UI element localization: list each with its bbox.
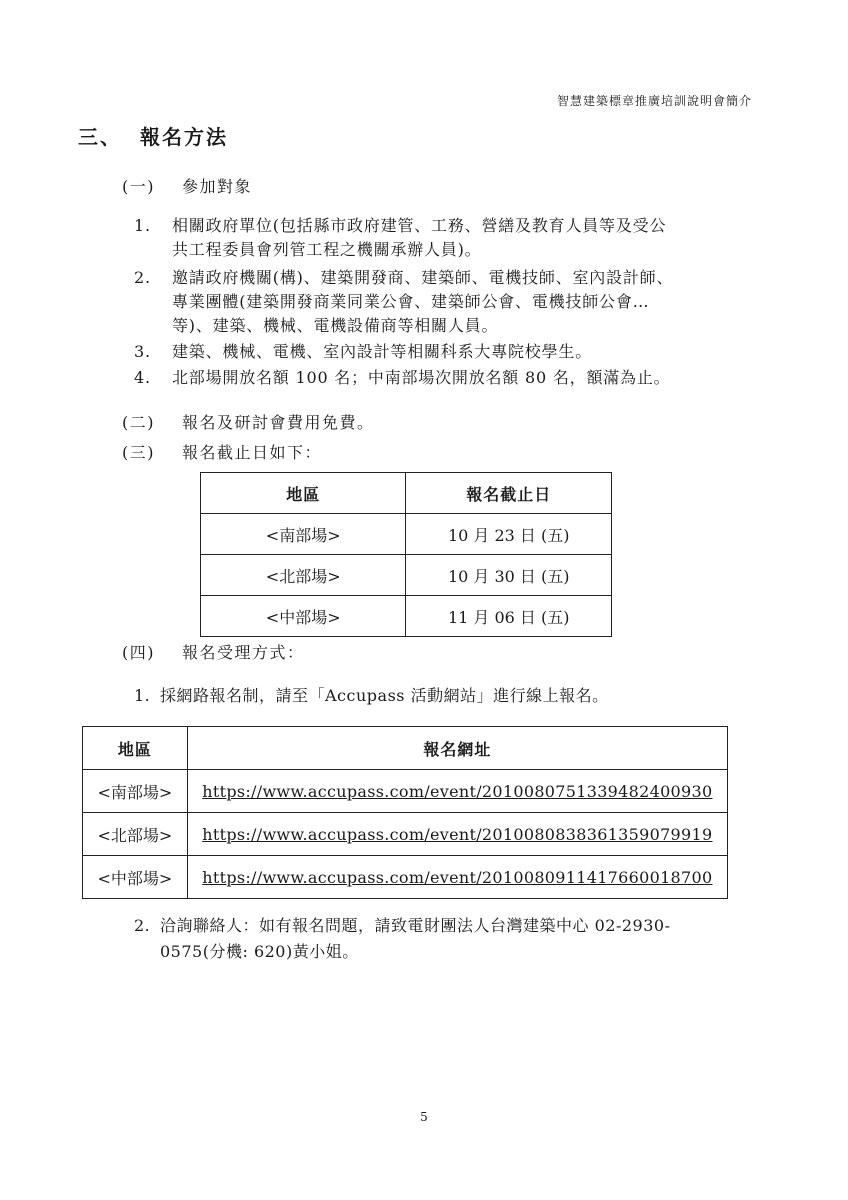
- part3-text: 報名截止日如下：: [182, 443, 323, 462]
- part4-heading: [122, 640, 305, 663]
- item-line: 共工程委員會列管工程之機關承辦人員)。: [172, 240, 482, 259]
- registration-link[interactable]: https://www.accupass.com/event/2010080751339482400930: [202, 781, 713, 801]
- item-line: 專業團體(建築開發商業同業公會、建築師公會、電機技師公會…: [172, 292, 650, 311]
- table-row: [83, 856, 728, 899]
- header-cell: 報名截止日: [406, 473, 612, 514]
- deadline-cell: 10 月 30 日 (五): [406, 555, 612, 596]
- deadline-cell: 11 月 06 日 (五): [406, 596, 612, 637]
- table-row: [201, 555, 612, 596]
- running-header: 智慧建築標章推廣培訓說明會簡介: [556, 94, 752, 108]
- header-cell: 地區: [201, 473, 406, 514]
- item-number: 3.: [134, 342, 151, 361]
- item-line: 相關政府單位(包括縣市政府建管、工務、營繕及教育人員等及受公: [172, 216, 667, 235]
- registration-url-table: [82, 726, 728, 899]
- item-number: 1.: [134, 686, 151, 705]
- part4-text: 報名受理方式：: [182, 643, 305, 662]
- table-row: [201, 514, 612, 555]
- item-line: 邀請政府機關(構)、建築開發商、建築師、電機技師、室內設計師、: [172, 268, 674, 287]
- part4-label: (四): [122, 643, 155, 662]
- registration-link[interactable]: https://www.accupass.com/event/2010080838361359079919: [202, 824, 713, 844]
- part1-title: 參加對象: [182, 177, 253, 196]
- part1-heading: [122, 174, 252, 197]
- item-line: 洽詢聯絡人：如有報名問題，請致電財團法人台灣建築中心 02-2930-: [160, 916, 671, 935]
- table-header-row: [201, 473, 612, 514]
- region-cell: <北部場>: [201, 555, 406, 596]
- part3-label: (三): [122, 443, 155, 462]
- part2-label: (二): [122, 413, 155, 432]
- part1-label: (一): [122, 177, 155, 196]
- registration-link[interactable]: https://www.accupass.com/event/2010080911417660018700: [202, 867, 713, 887]
- part2-heading: [122, 410, 375, 433]
- region-cell: <南部場>: [201, 514, 406, 555]
- deadline-cell: 10 月 23 日 (五): [406, 514, 612, 555]
- header-cell: 報名網址: [187, 727, 727, 770]
- section-title: 報名方法: [140, 125, 228, 149]
- section-heading: [78, 121, 228, 150]
- url-cell: [187, 770, 727, 813]
- item-number: 4.: [134, 368, 151, 387]
- table-row: [83, 813, 728, 856]
- item-line: 北部場開放名額 100 名；中南部場次開放名額 80 名，額滿為止。: [172, 368, 671, 387]
- item-number: 2.: [134, 916, 151, 935]
- part2-text: 報名及研討會費用免費。: [182, 413, 375, 432]
- section-number: 三、: [78, 125, 122, 149]
- item-line: 等)、建築、機械、電機設備商等相關人員。: [172, 316, 499, 335]
- header-cell: 地區: [83, 727, 188, 770]
- item-line: 建築、機械、電機、室內設計等相關科系大專院校學生。: [172, 342, 593, 361]
- table-header-row: [83, 727, 728, 770]
- region-cell: <北部場>: [83, 813, 188, 856]
- table-row: [201, 596, 612, 637]
- page-number: 5: [420, 1110, 428, 1124]
- deadline-table: [200, 472, 612, 637]
- url-cell: [187, 813, 727, 856]
- item-line: 採網路報名制，請至「Accupass 活動網站」進行線上報名。: [160, 686, 609, 705]
- region-cell: <中部場>: [83, 856, 188, 899]
- url-cell: [187, 856, 727, 899]
- region-cell: <中部場>: [201, 596, 406, 637]
- part3-heading: [122, 440, 322, 463]
- region-cell: <南部場>: [83, 770, 188, 813]
- table-row: [83, 770, 728, 813]
- item-number: 2.: [134, 268, 151, 287]
- item-number: 1.: [134, 216, 151, 235]
- item-line: 0575(分機: 620)黃小姐。: [160, 942, 359, 961]
